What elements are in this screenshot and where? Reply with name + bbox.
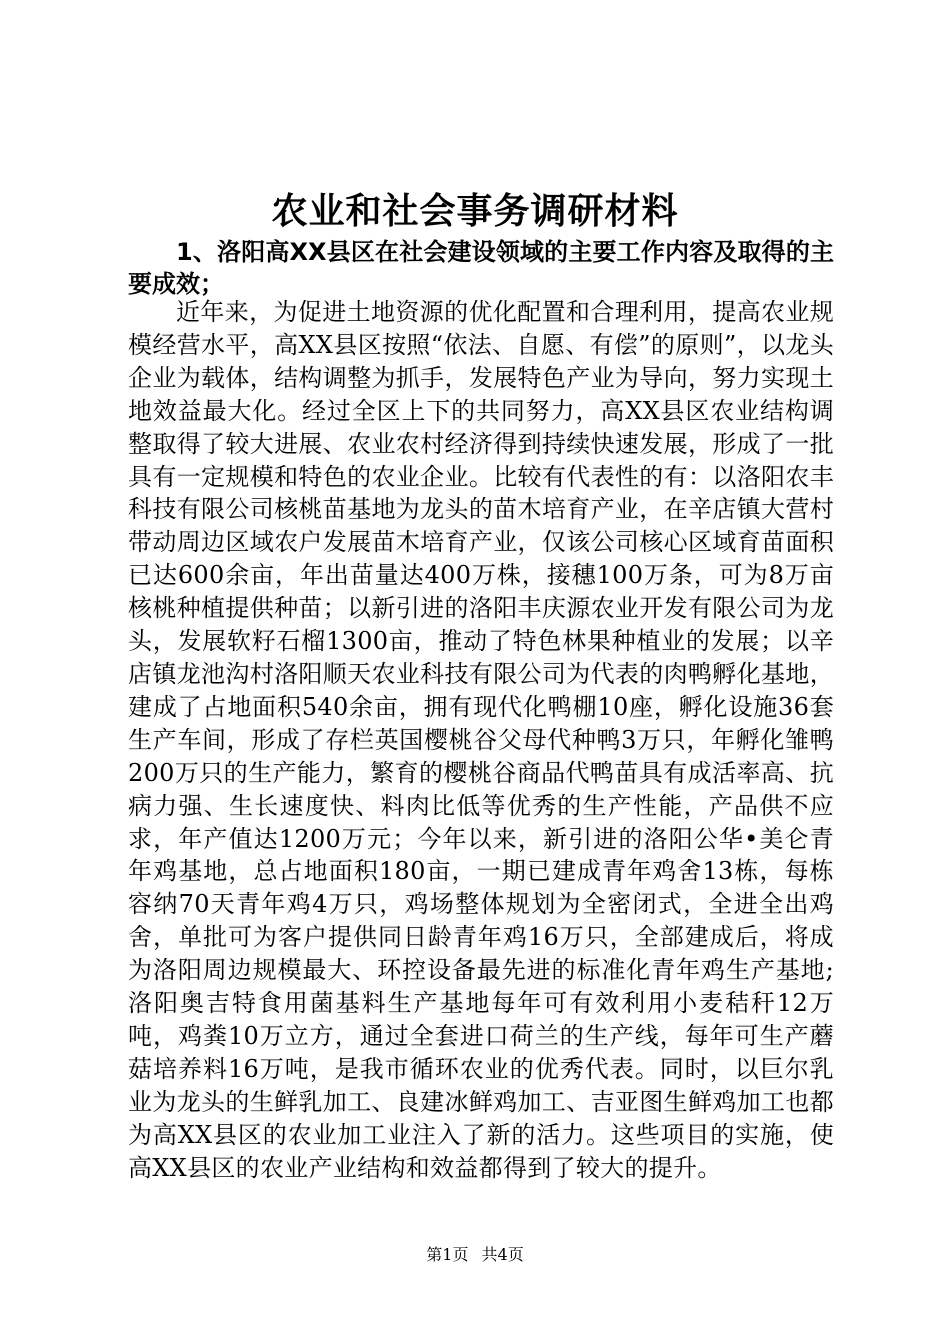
document-title: 农业和社会事务调研材料	[271, 190, 679, 232]
page-number-total: 共4页	[481, 1245, 524, 1264]
page-number-current: 第1页	[426, 1245, 469, 1264]
body-paragraph: 近年来，为促进土地资源的优化配置和合理利用，提高农业规模经营水平，高XX县区按照“依法、自愿、有偿”的原则”，以龙头企业为载体，结构调整为抓手，发展特色产业为导向，努力实现土地效益最大化。经过全区上下的共同努力，高XX县区农业结构调整取得了较大进展、农业农村经济得到持续快速发展，形成了一批具有一定规模和特色的农业企业。比较有代表性的有：以洛阳农丰科技有限公司核桃苗基地为龙头的苗木培育产业，在辛店镇大营村带动周边区域农户发展苗木培育产业，仅该公司核心区域育苗面积已达600余亩，年出苗量达400万株，接穗100万条，可为8万亩核桃种植提供种苗；以新引进的洛阳丰庆源农业开发有限公司为龙头，发展软籽石榴1300亩，推动了特色林果种植业的发展；以辛店镇龙池沟村洛阳顺天农业科技有限公司为代表的肉鸭孵化基地，建成了占地面积540余亩，拥有现代化鸭棚10座，孵化设施36套生产车间，形成了存栏英国樱桃谷父母代种鸭3万只，年孵化雏鸭200万只的生产能力，繁育的樱桃谷商品代鸭苗具有成活率高、抗病力强、生长速度快、料肉比低等优秀的生产性能，产品供不应求，年产值达1200万元；今年以来，新引进的洛阳公华•美仑青年鸡基地，总占地面积180亩，一期已建成青年鸡舍13栋，每栋容纳70天青年鸡4万只，鸡场整体规划为全密闭式，全进全出鸡舍，单批可为客户提供同日龄青年鸡16万只，全部建成后，将成为洛阳周边规模最大、环控设备最先进的标准化青年鸡生产基地;洛阳奥吉特食用菌基料生产基地每年可有效利用小麦秸秆12万吨，鸡粪10万立方，通过全套进口荷兰的生产线，每年可生产蘑菇培养料16万吨，是我市循环农业的优秀代表。同时，以巨尔乳业为龙头的生鲜乳加工、良建冰鲜鸡加工、吉亚图生鲜鸡加工也都为高XX县区的农业加工业注入了新的活力。这些项目的实施，使高XX县区的农业产业结构和效益都得到了较大的提升。	[128, 298, 834, 1182]
section-heading: 1、洛阳高XX县区在社会建设领域的主要工作内容及取得的主要成效；	[128, 238, 834, 298]
page-footer	[0, 1244, 950, 1266]
